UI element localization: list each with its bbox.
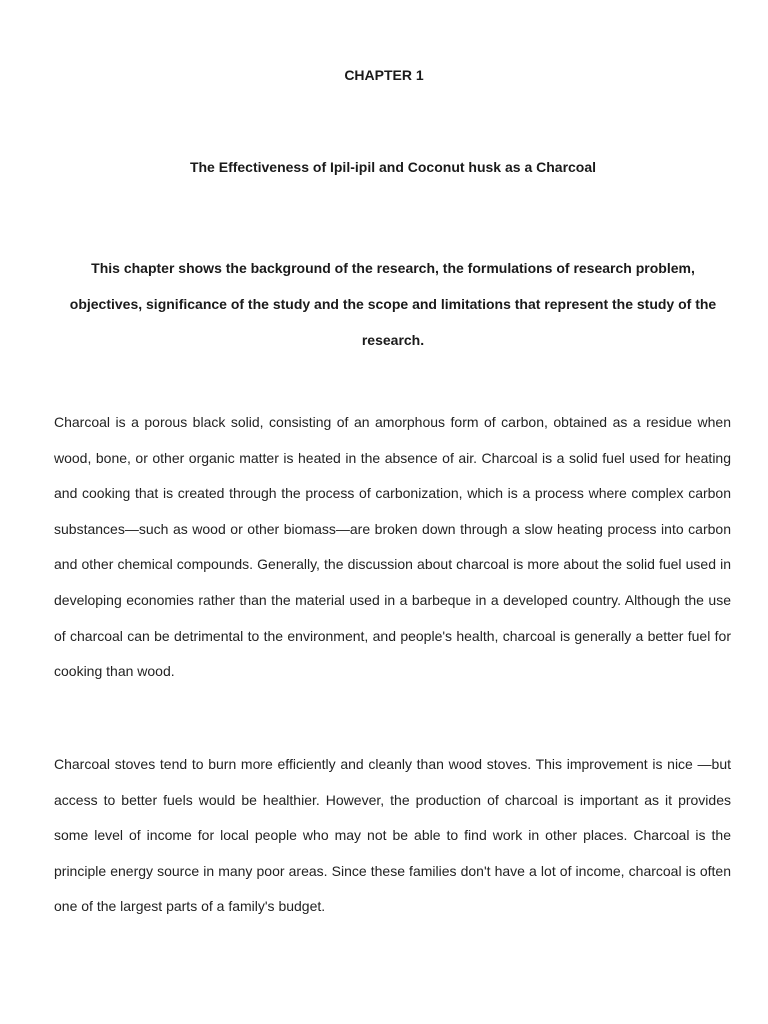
chapter-intro: This chapter shows the background of the research, the formulations of research problem, objectives, significance of the study and the scope and limitations that represent the study of the research. <box>69 260 717 348</box>
body-paragraph: Charcoal is a porous black solid, consisting of an amorphous form of carbon, obtained as a residue when wood, bone, or other organic matter is heated in the absence of air. Charcoal is a solid fuel used for heating and cooking that is created through the process of carbonization, which is a process where complex carbon substances—such as wood or other biomass—are broken down through a slow heating process into carbon and other chemical compounds. Generally, the discussion about charcoal is more about the solid fuel used in developing economies rather than the material used in a barbeque in a developed country. Although the use of charcoal can be detrimental to the environment, and people's health, charcoal is generally a better fuel for cooking than wood. <box>54 414 731 680</box>
body-paragraph: Charcoal stoves tend to burn more efficiently and cleanly than wood stoves. This improvement is nice —but access to better fuels would be healthier. However, the production of charcoal is important as it provides some level of income for local people who may not be able to find work in other places. Charcoal is the principle energy source in many poor areas. Since these families don't have a lot of income, charcoal is often one of the largest parts of a family's budget. <box>54 756 731 915</box>
document-title: The Effectiveness of Ipil-ipil and Coconut husk as a Charcoal <box>189 159 597 175</box>
chapter-heading: CHAPTER 1 <box>344 67 424 83</box>
